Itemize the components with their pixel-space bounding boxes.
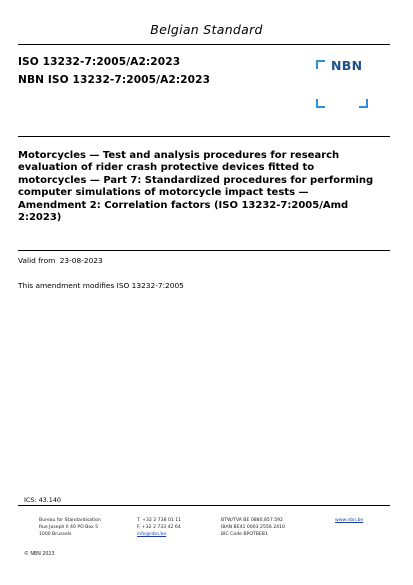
footer-phone: T. +32 2 738 01 11 [137,518,182,523]
footer-website-link[interactable]: www.nbn.be [335,518,364,523]
title-bottom-rule [18,250,390,251]
logo-corner-bottom-left [316,99,325,108]
nbn-logo [316,58,370,110]
footer-fax: F. +32 2 733 42 64 [137,525,181,530]
footer-vat: BTW/TVA BE 0880.857.592 [221,518,283,523]
copyright-notice: © NBN 2023 [24,552,55,557]
validity-line [18,256,103,265]
footer-rule [18,505,390,506]
footer-email-link[interactable]: info@nbn.be [137,532,167,537]
iso-standard-code: ISO 13232-7:2005/A2:2023 [18,56,181,68]
validity-label: Valid from [18,256,56,265]
footer-contact [137,517,181,538]
logo-corner-top-left [316,60,325,69]
document-category-title: Belgian Standard [150,22,263,37]
standard-title: Motorcycles — Test and analysis procedures for research evaluation of rider crash protective devices fitted to motorcycles — Part 7: Standardized procedures for performing computer simulations of motorcycle impact tests — Amendment 2: Correlation factors (ISO 13232-7:2005/Amd 2:2023) [18,150,374,224]
amendment-note: This amendment modifies ISO 13232-7:2005 [18,281,184,290]
footer-org-line: Rue Joseph II 40 PO Box 5 [39,525,99,530]
footer-org-line: 1000 Brussels [39,532,72,537]
footer-bic: BIC Code BPOTBEB1 [221,532,268,537]
footer-org-line: Bureau for Standardisation [39,518,101,523]
ics-code: ICS: 43.140 [24,496,61,504]
title-top-rule [18,136,390,137]
logo-text: NBN [331,58,363,73]
logo-corner-bottom-right [359,99,368,108]
nbn-standard-code: NBN ISO 13232-7:2005/A2:2023 [18,74,211,86]
header-rule [18,44,390,45]
footer-address [39,517,101,538]
footer-bank-details [221,517,285,538]
validity-date: 23-08-2023 [59,256,103,265]
footer-iban: IBAN BE41 0003 2556 2410 [221,525,285,530]
